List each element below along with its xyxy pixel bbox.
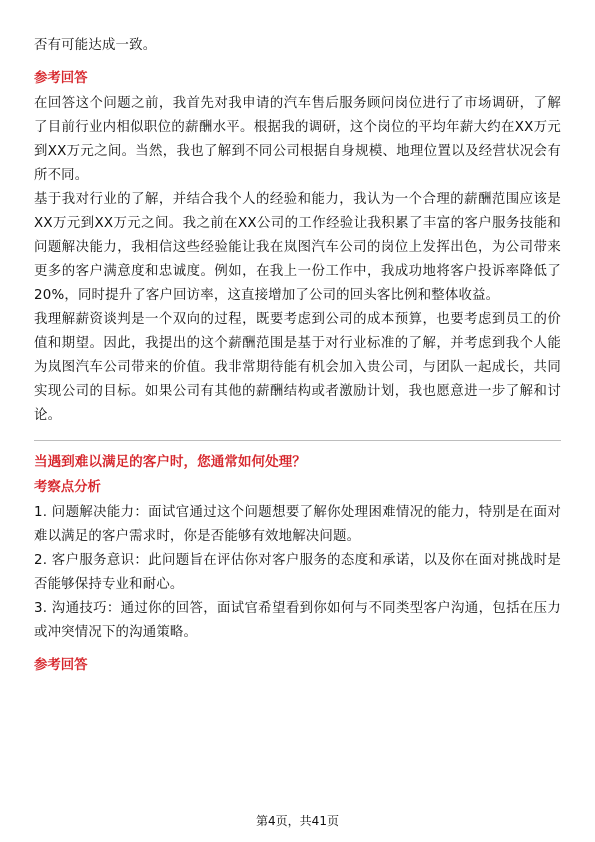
question-heading: 当遇到难以满足的客户时，您通常如何处理？ bbox=[34, 454, 306, 470]
page-number-footer: 第4页，共41页 bbox=[256, 814, 339, 828]
analysis-heading: 考察点分析 bbox=[34, 480, 101, 495]
analysis-point: 3. 沟通技巧：通过你的回答，面试官希望看到你如何与不同类型客户沟通，包括在压力或冲突情况下的沟通策略。 bbox=[34, 601, 561, 640]
reference-answer-heading: 参考回答 bbox=[34, 658, 88, 673]
analysis-point: 1. 问题解决能力：面试官通过这个问题想要了解你处理困难情况的能力，特别是在面对难以满足的客户需求时，你是否能够有效地解决问题。 bbox=[34, 505, 561, 544]
section-divider bbox=[34, 440, 561, 441]
analysis-point: 2. 客户服务意识：此问题旨在评估你对客户服务的态度和承诺，以及你在面对挑战时是否能够保持专业和耐心。 bbox=[34, 553, 561, 592]
continued-text: 否有可能达成一致。 bbox=[34, 38, 157, 53]
page-content bbox=[34, 34, 561, 679]
answer-paragraph: 基于我对行业的了解，并结合我个人的经验和能力，我认为一个合理的薪酬范围应该是XX万元到XX万元之间。我之前在XX公司的工作经验让我积累了丰富的客户服务技能和问题解决能力，我相信这些经验能让我在岚图汽车公司的岗位上发挥出色，为公司带来更多的客户满意度和忠诚度。例如，在我上一份工作中，我成功地将客户投诉率降低了20%，同时提升了客户回访率，这直接增加了公司的回头客比例和整体收益。 bbox=[34, 192, 561, 303]
answer-paragraph: 我理解薪资谈判是一个双向的过程，既要考虑到公司的成本预算，也要考虑到员工的价值和期望。因此，我提出的这个薪酬范围是基于对行业标准的了解，并考虑到我个人能为岚图汽车公司带来的价值。我非常期待能有机会加入贵公司，与团队一起成长，共同实现公司的目标。如果公司有其他的薪酬结构或者激励计划，我也愿意进一步了解和讨论。 bbox=[34, 312, 561, 423]
answer-paragraph: 在回答这个问题之前，我首先对我申请的汽车售后服务顾问岗位进行了市场调研，了解了目前行业内相似职位的薪酬水平。根据我的调研，这个岗位的平均年薪大约在XX万元到XX万元之间。当然，我也了解到不同公司根据自身规模、地理位置以及经营状况会有所不同。 bbox=[34, 96, 561, 183]
reference-answer-heading: 参考回答 bbox=[34, 71, 88, 86]
